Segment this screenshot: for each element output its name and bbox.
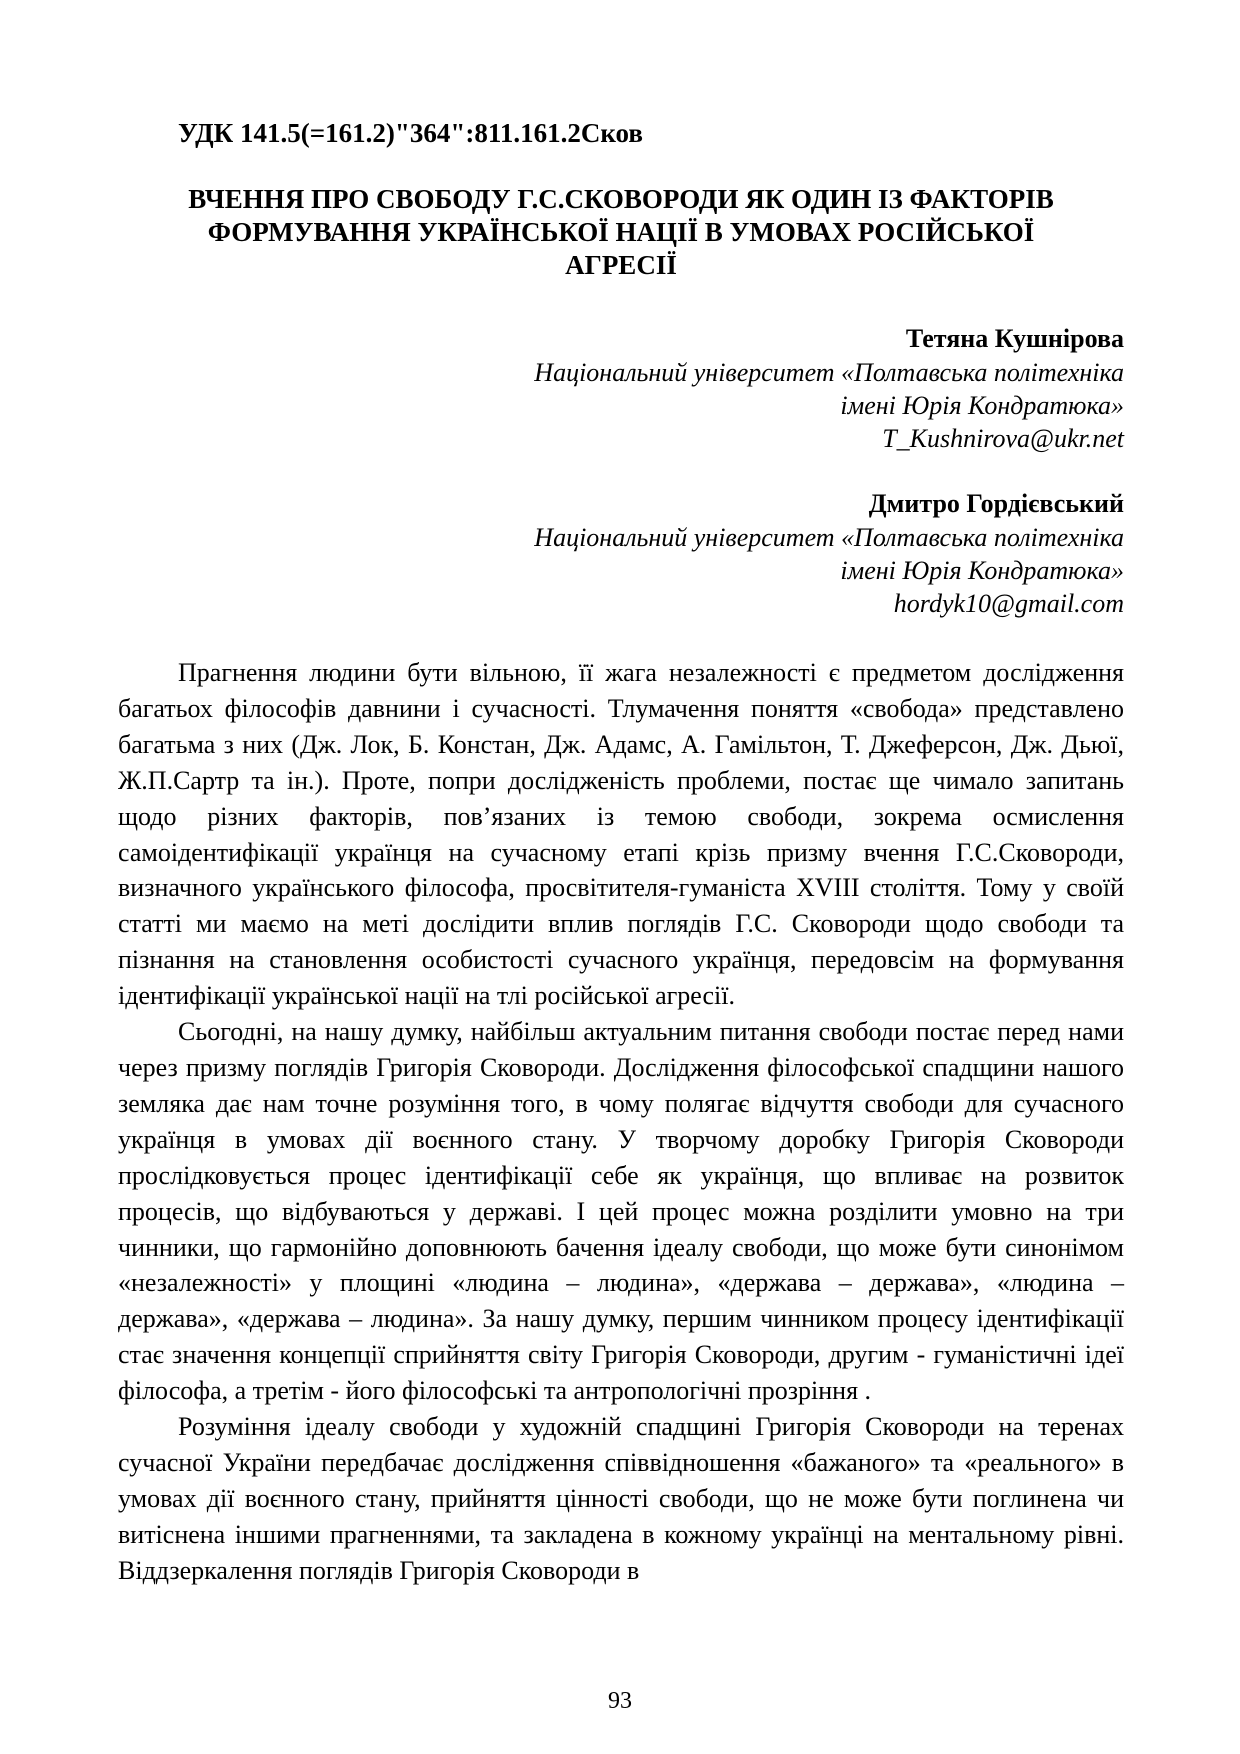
page-number: 93 [608,1688,632,1714]
title-line: ФОРМУВАННЯ УКРАЇНСЬКОЇ НАЦІЇ В УМОВАХ РОСІЙСЬКОЇ [207,217,1035,247]
author-email: T_Kushnirova@ukr.net [882,424,1124,453]
title-line: АГРЕСІЇ [565,250,677,280]
author-affiliation: Національний університет «Полтавська політехніка [534,358,1124,387]
author-block [224,322,1124,455]
author-name: Дмитро Гордієвський [868,489,1124,518]
udk-code: УДК 141.5(=161.2)"364":811.161.2Сков [178,118,643,148]
author-block [224,487,1124,620]
body-paragraph: Прагнення людини бути вільною, її жага незалежності є предметом дослідження багатьох філософів давнини і сучасності. Тлумачення поняття «свобода» представлено багатьма з них (Дж. Лок, Б. Констан, Дж. Адамс, А. Гамільтон, Т. Джеферсон, Дж. Дьюї, Ж.П.Сартр та ін.). Проте, попри дослідженість проблеми, постає ще чимало запитань щодо різних факторів, пов’язаних із темою свободи, зокрема осмислення самоідентифікації українця на сучасному етапі крізь призму вчення Г.С.Сковороди, визначного українського філософа, просвітителя-гуманіста XVIII століття. Тому у своїй статті ми маємо на меті дослідити вплив поглядів Г.С. Сковороди щодо свободи та пізнання на становлення особистості сучасного українця, передовсім на формування ідентифікації української нації на тлі російської агресії. [118,658,1124,1011]
author-affiliation: імені Юрія Кондратюка» [840,391,1124,420]
author-name: Тетяна Кушнірова [905,324,1124,353]
article-title [118,183,1124,282]
body-paragraph: Розуміння ідеалу свободи у художній спадщині Григорія Сковороди на теренах сучасної України передбачає дослідження співвідношення «бажаного» та «реального» в умовах дії воєнного стану, прийняття цінності свободи, що не може бути поглинена чи витіснена іншими прагненнями, та закладена в кожному українці на ментальному рівні. Віддзеркалення поглядів Григорія Сковороди в [118,1412,1124,1585]
title-line: ВЧЕННЯ ПРО СВОБОДУ Г.С.СКОВОРОДИ ЯК ОДИН ІЗ ФАКТОРІВ [188,184,1054,214]
body-paragraph: Сьогодні, на нашу думку, найбільш актуальним питання свободи постає перед нами через призму поглядів Григорія Сковороди. Дослідження філософської спадщини нашого земляка дає нам точне розуміння того, в чому полягає відчуття свободи для сучасного українця в умовах дії воєнного стану. У творчому доробку Григорія Сковороди прослідковується процес ідентифікації себе як українця, що впливає на розвиток процесів, що відбуваються у державі. І цей процес можна розділити умовно на три чинники, що гармонійно доповнюють бачення ідеалу свободи, що може бути синонімом «незалежності» у площині «людина – людина», «держава – держава», «людина – держава», «держава – людина». За нашу думку, першим чинником процесу ідентифікації стає значення концепції сприйняття світу Григорія Сковороди, другим - гуманістичні ідеї філософа, а третім - його філософські та антропологічні прозріння . [118,1017,1124,1406]
author-email: hordyk10@gmail.com [893,589,1124,618]
author-affiliation: Національний університет «Полтавська політехніка [534,523,1124,552]
article-body [118,655,1124,1589]
author-affiliation: імені Юрія Кондратюка» [840,556,1124,585]
